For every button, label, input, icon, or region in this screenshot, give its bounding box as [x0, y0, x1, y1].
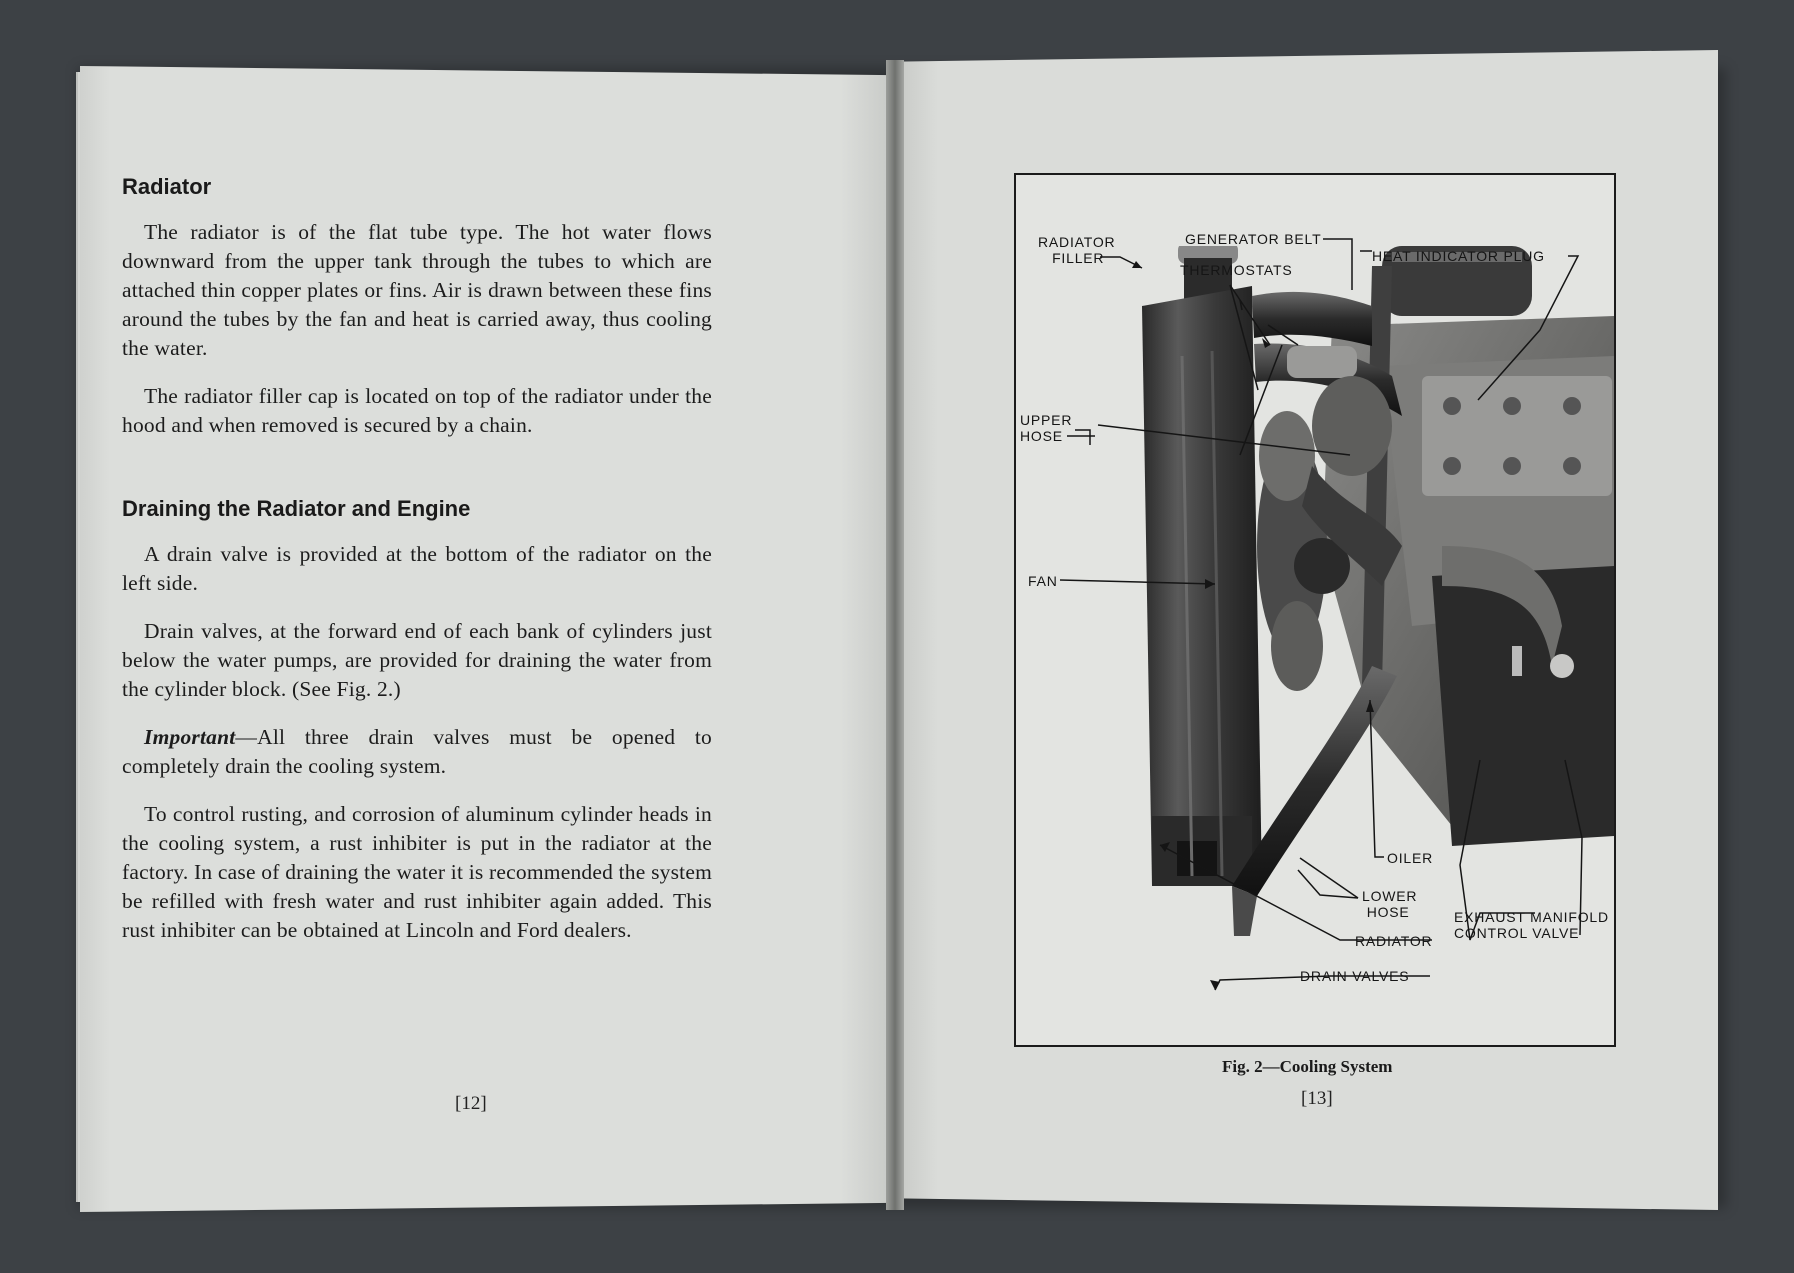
- book-spine: [886, 60, 904, 1210]
- important-label: Important: [144, 725, 236, 749]
- callout-radiator-filler: RADIATOR FILLER: [1038, 234, 1116, 266]
- callout-generator-belt: GENERATOR BELT: [1185, 231, 1322, 247]
- paragraph-important: [122, 723, 712, 781]
- callout-heat-indicator-plug: HEAT INDICATOR PLUG: [1372, 248, 1545, 264]
- paragraph-rust-inhibiter: To control rusting, and corrosion of aluminum cylinder heads in the cooling system, a rust inhibiter is put in the radiator at the factory. In case of draining the water it is recommended the system be refilled with fresh water and rust inhibiter again added. This rust inhibiter can be obtained at Lincoln and Ford dealers.: [122, 802, 712, 942]
- callout-upper-hose: UPPER HOSE: [1020, 412, 1073, 444]
- callout-lower-hose: LOWER HOSE: [1362, 888, 1418, 920]
- heading-draining: Draining the Radiator and Engine: [122, 496, 471, 521]
- important-text: —All three drain valves must be opened to completely drain the cooling system.: [122, 725, 712, 778]
- callout-thermostats: THERMOSTATS: [1180, 262, 1293, 278]
- callout-radiator: RADIATOR: [1355, 933, 1433, 949]
- left-page-text: [122, 104, 712, 945]
- callout-drain-valves: DRAIN VALVES: [1300, 968, 1410, 984]
- callout-oiler: OILER: [1387, 850, 1434, 866]
- paragraph-radiator-description: The radiator is of the flat tube type. The hot water flows downward from the upper tank through the tubes to which are attached thin copper plates or fins. Air is drawn between these fins around the tubes by the fan and heat is carried away, thus cooling the water.: [122, 220, 712, 360]
- page-number-right: [13]: [1301, 1088, 1333, 1109]
- paragraph-drain-valve: A drain valve is provided at the bottom of the radiator on the left side.: [122, 542, 712, 595]
- callout-exhaust-manifold-control-valve: EXHAUST MANIFOLD CONTROL VALVE: [1454, 909, 1609, 941]
- paragraph-drain-valves-cylinders: Drain valves, at the forward end of each bank of cylinders just below the water pumps, are provided for draining the water from the cylinder block. (See Fig. 2.): [122, 619, 712, 701]
- paragraph-filler-cap: The radiator filler cap is located on top of the radiator under the hood and when removed is secured by a chain.: [122, 384, 712, 437]
- cooling-system-photo: [1082, 246, 1614, 1008]
- callout-fan: FAN: [1028, 573, 1058, 589]
- figure-caption: Fig. 2—Cooling System: [1222, 1057, 1393, 1076]
- page-number-left: [12]: [455, 1093, 487, 1114]
- heading-radiator: Radiator: [122, 174, 212, 199]
